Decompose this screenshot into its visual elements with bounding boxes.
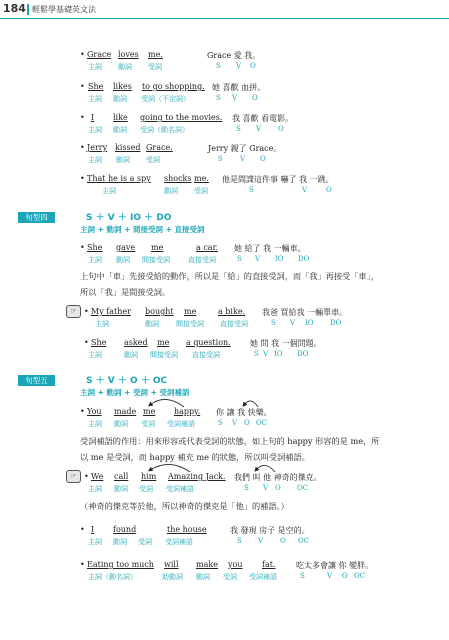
role-label: 動詞 [113, 95, 127, 103]
role-letter: OC [297, 484, 309, 492]
role-letter: S [249, 186, 254, 194]
role-letter: O [260, 155, 266, 163]
role-letter: O [280, 537, 286, 545]
pattern-formula: S ＋ V ＋ IO ＋ DO [86, 213, 172, 223]
role-label: 受詞 [194, 187, 208, 195]
example-word: to go shopping. [142, 82, 205, 91]
bullet: • [80, 82, 85, 91]
example-word: me. [148, 50, 163, 59]
role-letter: IO [275, 255, 284, 263]
bullet: • [84, 338, 89, 347]
example-translation: Grace 愛 我。 [207, 51, 261, 60]
role-label: 動詞 [164, 187, 178, 195]
role-letter: V [240, 155, 246, 163]
role-label: 直接受詞 [192, 351, 220, 359]
complement-arrow [256, 465, 275, 472]
bullet: • [80, 560, 85, 569]
example-word: shocks [164, 174, 192, 183]
role-label: 主詞 [88, 420, 102, 428]
pattern-tag: 句型四 [18, 212, 55, 223]
example-word: a bike. [218, 307, 246, 316]
example-word: make [196, 560, 218, 569]
role-label: 主詞 [102, 187, 116, 195]
role-letter: O [326, 186, 332, 194]
role-label: 受詞 [146, 156, 160, 164]
role-label: 動詞 [113, 538, 127, 546]
example-word: going to the movies. [140, 113, 223, 122]
role-label: 間接受詞 [176, 320, 204, 328]
example-word: I [91, 113, 95, 122]
example-translation: Jerry 親了 Grace。 [208, 144, 282, 153]
role-label: 受詞（不定詞） [141, 95, 190, 103]
example-word: likes [113, 82, 132, 91]
example-translation: 我 發現 房子 是空的。 [230, 526, 310, 535]
example-word: found [113, 525, 137, 534]
example-word: call [114, 472, 129, 481]
role-letter: V [263, 350, 269, 358]
role-label: 受詞 [148, 63, 162, 71]
explanation-line: 以 me 是受詞，而 happy 補充 me 的狀態，所以叫受詞補語。 [80, 452, 310, 462]
role-letter: O [278, 125, 284, 133]
example-translation: 你 讓 我 快樂。 [216, 408, 272, 417]
example-word: She [87, 243, 103, 252]
role-label: 間接受詞 [142, 256, 170, 264]
example-word: I [91, 525, 95, 534]
bullet: • [80, 174, 85, 183]
role-label: 受詞 [139, 485, 153, 493]
example-word: loves [118, 50, 139, 59]
role-label: 主詞 [88, 63, 102, 71]
example-word: will [164, 560, 179, 569]
role-letter: V [327, 572, 333, 580]
role-label: 直接受詞 [220, 320, 248, 328]
role-letter: S [237, 537, 242, 545]
role-letter: V [256, 125, 262, 133]
example-translation: 我 喜歡 看電影。 [232, 114, 294, 123]
role-letter: V [263, 484, 269, 492]
role-label: 動詞 [116, 256, 130, 264]
example-translation: 她 問 我 一個問題。 [250, 339, 322, 348]
role-label: 主詞 [88, 126, 102, 134]
note-line: （神奇的傑克等於他，所以神奇的傑克是「他」的補語。） [80, 501, 289, 511]
role-letter: O [244, 419, 250, 427]
complement-arrow [150, 399, 184, 407]
role-letter: V [290, 319, 296, 327]
role-letter: O [252, 94, 258, 102]
bullet: • [80, 243, 85, 252]
role-letter: V [258, 537, 264, 545]
example-word: you [228, 560, 243, 569]
bullet: • [80, 525, 85, 534]
pattern-formula: S ＋ V ＋ O ＋ OC [86, 376, 168, 386]
role-letter: OC [256, 419, 268, 427]
role-letter: V [302, 186, 308, 194]
role-label: 動詞 [116, 156, 130, 164]
bullet: • [84, 307, 89, 316]
example-word: made [114, 407, 137, 416]
role-letter: DO [297, 350, 309, 358]
book-title: 輕鬆學基礎英文法 [32, 5, 96, 14]
pattern-subtitle: 主詞 + 動詞 + 受詞 + 受詞補語 [80, 388, 190, 397]
role-letter: DO [298, 255, 310, 263]
role-letter: V [232, 419, 238, 427]
role-letter: IO [305, 319, 314, 327]
role-label: 動詞 [114, 420, 128, 428]
role-label: 主詞 [88, 485, 102, 493]
role-letter: S [244, 484, 249, 492]
role-letter: S [218, 155, 223, 163]
role-label: 主詞 [88, 351, 102, 359]
role-label: 動詞 [118, 63, 132, 71]
role-letter: S [236, 125, 241, 133]
role-letter: DO [330, 319, 342, 327]
role-letter: OC [298, 537, 310, 545]
example-translation: 我爸 買給我 一輛單車。 [262, 308, 348, 317]
explanation-line: 所以「我」是間接受詞。 [80, 287, 171, 297]
role-label: 動詞 [145, 320, 159, 328]
example-word: My father [91, 307, 131, 316]
role-label: 主詞（動名詞） [88, 573, 137, 581]
role-letter: OC [354, 572, 366, 580]
role-label: 主詞 [88, 156, 102, 164]
role-letter: V [232, 94, 238, 102]
bullet: • [80, 113, 85, 122]
role-label: 主詞 [88, 95, 102, 103]
role-label: 受詞 [223, 573, 237, 581]
example-word: me [151, 243, 164, 252]
complement-arrow [244, 401, 258, 407]
example-word: Amazing Jack. [168, 472, 226, 481]
example-word: Grace. [146, 143, 173, 152]
example-word: him [141, 472, 157, 481]
role-label: 受詞 [138, 538, 152, 546]
page-number: 184 [3, 2, 26, 15]
role-letter: O [342, 572, 348, 580]
role-letter: S [218, 419, 223, 427]
example-translation: 她 喜歡 血拼。 [212, 83, 266, 92]
role-label: 動詞 [114, 485, 128, 493]
role-label: 動詞 [124, 351, 138, 359]
role-label: 動詞 [113, 126, 127, 134]
example-word: She [88, 82, 104, 91]
example-translation: 我們 叫 他 神奇的傑克。 [234, 473, 322, 482]
example-word: Eating too much [87, 560, 154, 569]
role-label: 主詞 [88, 538, 102, 546]
role-letter: S [254, 350, 259, 358]
role-label: 受詞（動名詞） [140, 126, 189, 134]
role-letter: S [216, 94, 221, 102]
bullet: • [80, 143, 85, 152]
bullet: • [84, 472, 89, 481]
example-word: happy. [174, 407, 201, 416]
role-letter: O [275, 484, 281, 492]
example-word: She [91, 338, 107, 347]
role-label: 動詞 [196, 573, 210, 581]
example-word: Grace [87, 50, 112, 59]
example-hand-icon: ☞ [66, 470, 81, 483]
role-label: 受詞 [141, 420, 155, 428]
example-word: Jerry [87, 143, 108, 152]
role-letter: V [255, 255, 261, 263]
role-letter: O [250, 62, 256, 70]
explanation-line: 上句中「車」先接受給的動作，所以是「給」的直接受詞，而「我」再接受「車」， [80, 271, 379, 281]
role-label: 受詞補語 [166, 485, 194, 493]
example-word: me [143, 407, 156, 416]
role-label: 直接受詞 [188, 256, 216, 264]
role-label: 主詞 [95, 320, 109, 328]
role-label: 助動詞 [162, 573, 183, 581]
example-word: asked [124, 338, 148, 347]
role-letter: S [300, 572, 305, 580]
role-label: 主詞 [88, 256, 102, 264]
bullet: • [80, 407, 85, 416]
example-word: fat. [262, 560, 276, 569]
pattern-tag: 句型五 [18, 375, 55, 386]
example-word: the house [167, 525, 207, 534]
role-label: 間接受詞 [150, 351, 178, 359]
role-label: 受詞補語 [167, 420, 195, 428]
bullet: • [80, 50, 85, 59]
role-letter: S [271, 319, 276, 327]
explanation-line: 受詞補語的作用：用來形容或代表受詞的狀態，如上句的 happy 形容的是 me，所 [80, 436, 380, 446]
example-word: me [184, 307, 197, 316]
example-word: me. [194, 174, 209, 183]
example-word: a question. [186, 338, 231, 347]
example-word: You [87, 407, 102, 416]
role-label: 受詞補語 [249, 573, 277, 581]
role-letter: S [216, 62, 221, 70]
complement-arrow [150, 464, 190, 472]
example-word: We [91, 472, 104, 481]
role-letter: S [237, 255, 242, 263]
example-word: That he is a spy [87, 174, 151, 183]
example-word: bought [145, 307, 174, 316]
example-word: kissed [115, 143, 141, 152]
example-translation: 她 給了 我 一輛車。 [234, 244, 306, 253]
example-word: me [157, 338, 170, 347]
role-letter: IO [274, 350, 283, 358]
role-label: 受詞補語 [165, 538, 193, 546]
example-word: gave [116, 243, 136, 252]
example-translation: 他是間諜這件事 嚇了 我 一跳。 [222, 175, 334, 184]
example-translation: 吃太多會讓 你 變胖。 [296, 561, 374, 570]
example-word: a car. [196, 243, 219, 252]
role-letter: V [236, 62, 242, 70]
pattern-subtitle: 主詞 + 動詞 + 間接受詞 + 直接受詞 [80, 225, 205, 234]
example-hand-icon: ☞ [66, 305, 81, 318]
example-word: like [113, 113, 128, 122]
